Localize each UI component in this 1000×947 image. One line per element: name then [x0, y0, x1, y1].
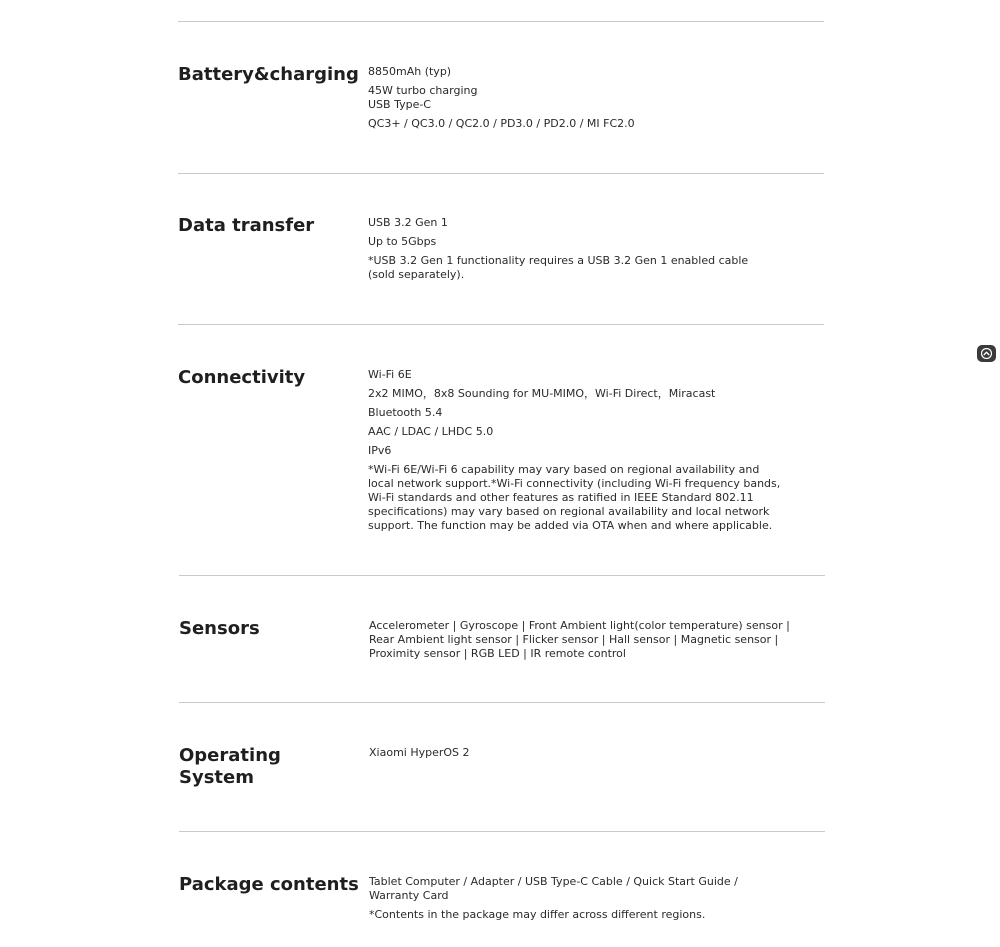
spec-line: Bluetooth 5.4	[368, 406, 443, 419]
spec-line: 45W turbo charging	[368, 84, 478, 97]
section-title-battery-charging: Battery&charging	[178, 64, 359, 85]
spec-line: USB Type-C	[368, 98, 431, 111]
section-divider	[179, 702, 825, 703]
section-specs-sensors	[369, 619, 799, 666]
spec-line: Accelerometer | Gyroscope | Front Ambient light(color temperature) sensor | Rear Ambient light sensor | Flicker sensor | Hall sensor | Magnetic sensor | Proximity sensor | RGB LED | IR remote control	[369, 619, 790, 660]
spec-line: USB 3.2 Gen 1	[368, 216, 448, 229]
spec-note: *Contents in the package may differ across different regions.	[369, 908, 706, 921]
spec-line: Xiaomi HyperOS 2	[369, 746, 470, 759]
spec-line: AAC / LDAC / LHDC 5.0	[368, 425, 494, 438]
section-specs-package-contents	[369, 875, 789, 927]
section-specs-battery-charging	[368, 65, 788, 136]
spec-note: *USB 3.2 Gen 1 functionality requires a USB 3.2 Gen 1 enabled cable (sold separately).	[368, 254, 749, 281]
spec-line: Wi-Fi 6E	[368, 368, 412, 381]
section-divider	[179, 831, 825, 832]
chevron-up-icon	[981, 348, 992, 359]
section-specs-connectivity	[368, 368, 788, 538]
spec-line: Tablet Computer / Adapter / USB Type-C Cable / Quick Start Guide / Warranty Card	[369, 875, 738, 902]
section-title-connectivity: Connectivity	[178, 367, 306, 388]
section-specs-data-transfer	[368, 216, 768, 287]
spec-line: QC3+ / QC3.0 / QC2.0 / PD3.0 / PD2.0 / MI FC2.0	[368, 117, 635, 130]
spec-line: IPv6	[368, 444, 392, 457]
spec-line: 8850mAh (typ)	[368, 65, 452, 78]
section-title-data-transfer: Data transfer	[178, 215, 315, 236]
spec-note: *Wi-Fi 6E/Wi-Fi 6 capability may vary based on regional availability and local network support.*Wi-Fi connectivity (including Wi-Fi frequency bands, Wi-Fi standards and other features as ratified in IEEE Standard 802.11 specifications) may vary based on regional availability and local network support. The function may be added via OTA when and where applicable.	[368, 463, 781, 532]
section-divider	[178, 21, 824, 22]
section-title-package-contents: Package contents	[179, 874, 359, 895]
section-title-sensors: Sensors	[179, 618, 260, 639]
spec-line: 2x2 MIMO，8x8 Sounding for MU-MIMO，Wi-Fi Direct，Miracast	[368, 387, 716, 400]
spec-line: Up to 5Gbps	[368, 235, 437, 248]
scroll-to-top-button[interactable]	[977, 345, 996, 362]
section-specs-operating-system	[369, 746, 789, 765]
section-divider	[178, 173, 824, 174]
section-title-operating-system: Operating System	[179, 745, 281, 788]
section-divider	[179, 575, 825, 576]
section-divider	[178, 324, 824, 325]
